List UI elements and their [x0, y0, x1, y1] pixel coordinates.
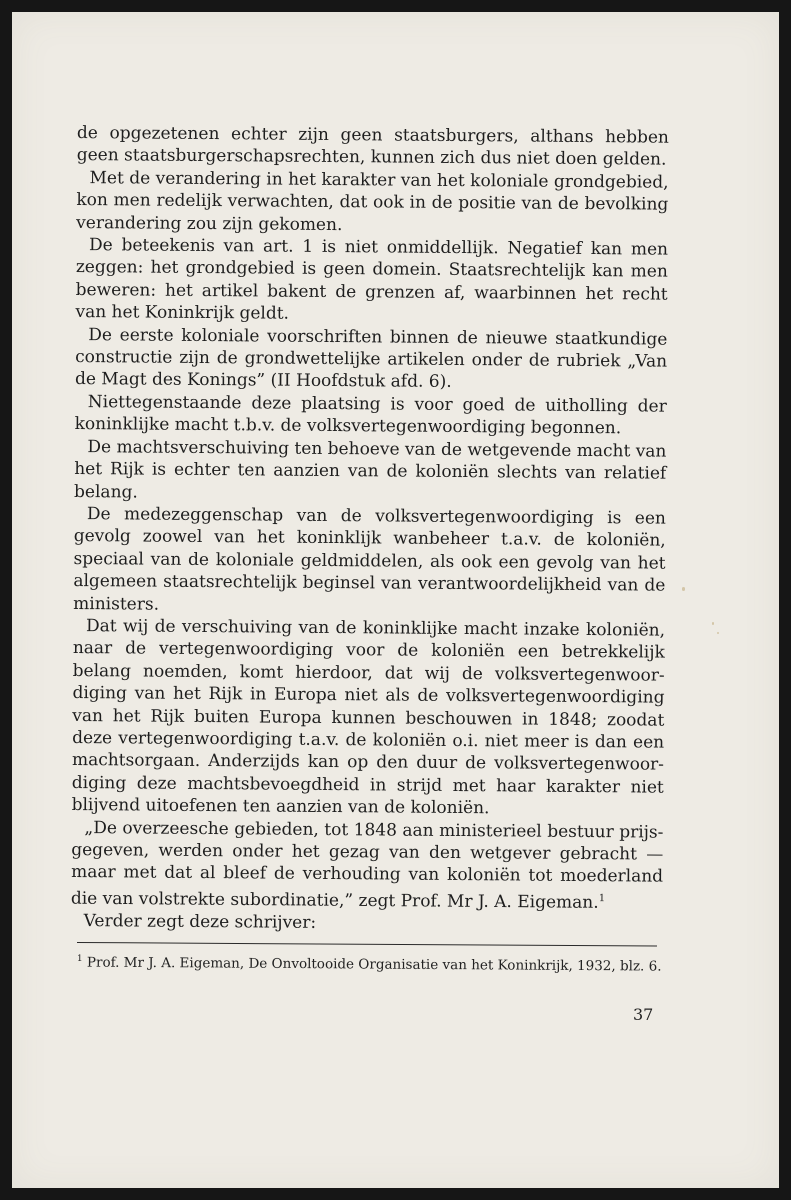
paragraph: [71, 817, 664, 915]
body-text: [71, 122, 669, 937]
paper-stain: [717, 632, 719, 634]
paragraph: Met de verandering in het karakter van het koloniale grondgebied, kon men redelijk verwachten, dat ook in de positie van de bevolking verandering zou zijn gekomen.: [76, 167, 669, 235]
footnote-marker: 1: [76, 953, 83, 965]
page-number: 37: [633, 1005, 654, 1024]
paragraph-text: „De overzeesche gebieden, tot 1848 aan ministerieel bestuur prijsgegeven, werden onder het gezag van den wetgever gebracht — maar met dat al bleef de verhouding van koloniën tot moederland die van volstrekte subordinatie,” zegt Prof. Mr J. A. Eigeman.: [70, 817, 664, 913]
paragraph: De medezeggenschap van de volksvertegenwoordiging is een gevolg zoowel van het koninklijk wanbeheer t.a.v. de koloniën, speciaal van de koloniale geldmiddelen, als ook een gevolg van het algemeen staatsrechtelijk beginsel van verantwoordelijkheid van de ministers.: [73, 503, 666, 615]
paper-stain: [712, 622, 714, 625]
paragraph: De beteekenis van art. 1 is niet onmiddellijk. Negatief kan men zeggen: het grondgebied is geen domein. Staatsrechtelijk kan men beweren: het artikel bakent de grenzen af, waarbinnen het recht van het Koninkrijk geldt.: [75, 235, 669, 324]
paragraph: Verder zegt deze schrijver:: [83, 910, 317, 933]
paragraph: de opgezetenen echter zijn geen staatsburgers, althans hebben geen staatsburgerschapsrechten, kunnen zich dus niet doen gelden.: [76, 122, 669, 171]
paper-stain: [682, 587, 685, 591]
paragraph: De eerste koloniale voorschriften binnen de nieuwe staatkundige constructie zijn de grondwettelijke artikelen onder de rubriek „Van de Magt des Konings” (II Hoofdstuk afd. 6).: [74, 324, 668, 393]
paragraph: Dat wij de verschuiving van de koninklijke macht inzake koloniën, naar de vertegenwoordiging voor de koloniën een betrekkelijk belang noemden, komt hierdoor, dat wij de volksvertegenwoordiging van het Rijk in Europa niet als de volksvertegenwoordiging van het Rijk buiten Europa kunnen beschouwen in 1848; zoodat deze vertegenwoordiging t.a.v. de koloniën o.i. niet meer is dan een machtsorgaan. Anderzijds kan op den duur de volksvertegenwoordiging deze machtsbevoegdheid in strijd met haar karakter niet blijvend uitoefenen ten aanzien van de koloniën.: [71, 616, 666, 819]
paragraph: De machtsverschuiving ten behoeve van de wetgevende macht van het Rijk is echter ten aanzien van de koloniën slechts van relatief belang.: [74, 436, 667, 502]
footnote: [77, 950, 669, 976]
footnote-text: Prof. Mr J. A. Eigeman, De Onvoltooide Organisatie van het Koninkrijk, 1932, blz. 6.: [86, 954, 662, 975]
paragraph: Niettegenstaande deze plaatsing is voor goed de uitholling der koninklijke macht t.b.v. de volksvertegenwoordiging begonnen.: [74, 391, 667, 439]
footnote-reference: 1: [598, 892, 606, 904]
